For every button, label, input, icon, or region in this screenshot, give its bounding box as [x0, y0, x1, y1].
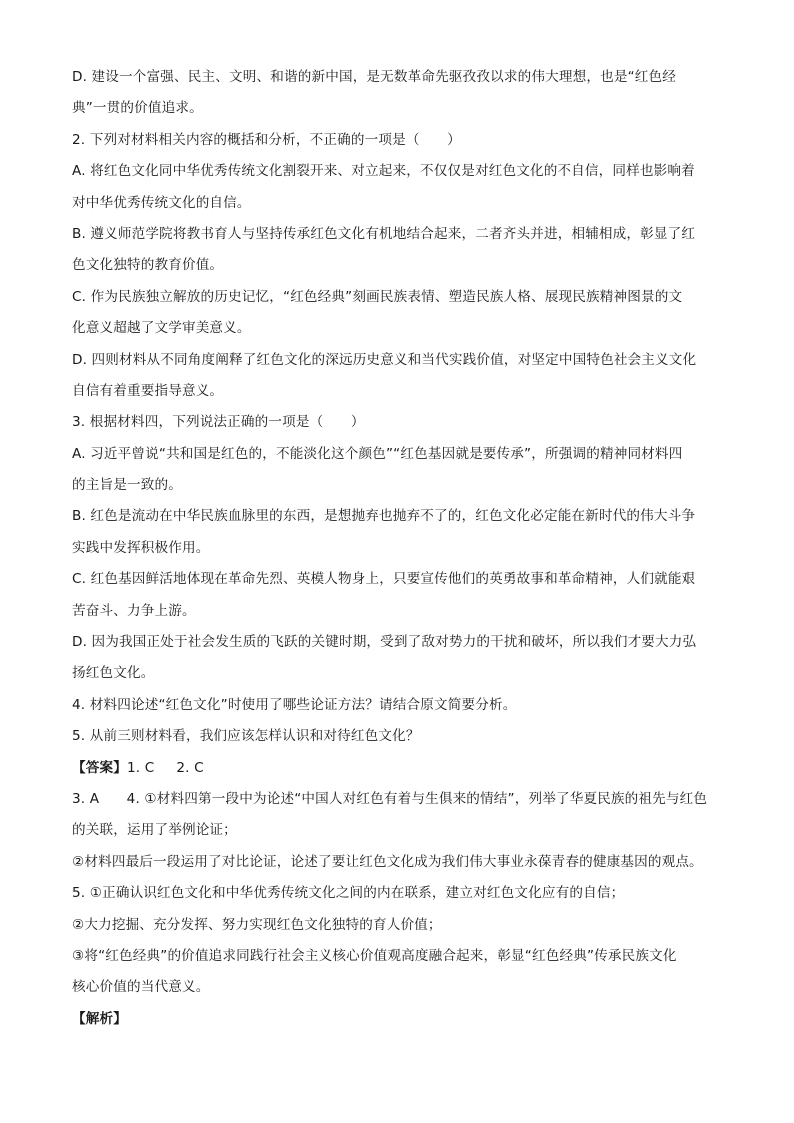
analysis-header [72, 1004, 722, 1035]
answer-1: 1. C [126, 759, 155, 776]
q3-option-b-line-2: 实践中发挥积极作用。 [72, 539, 210, 556]
q3-option-c-line-2: 苦奋斗、力争上游。 [72, 602, 196, 619]
question-4: 4. 材料四论述“红色文化”时使用了哪些论证方法？请结合原文简要分析。 [72, 696, 517, 713]
q2-option-d-line-1: D. 四则材料从不同角度阐释了红色文化的深远历史意义和当代实践价值，对坚定中国特色社会主义文化 [72, 351, 697, 368]
answer-header [72, 753, 722, 784]
answer-line-1: 3. A 4. ①材料四第一段中为论述“中国人对红色有着与生俱来的情结”，列举了华夏民族的祖先与红色 [72, 790, 708, 807]
q3-option-d-line-1: D. 因为我国正处于社会发生质的飞跃的关键时期，受到了敌对势力的干扰和破坏，所以我们才要大力弘 [72, 634, 697, 651]
document-page [72, 62, 722, 1035]
q2-option-a-line-1: A. 将红色文化同中华优秀传统文化割裂开来、对立起来，不仅仅是对红色文化的不自信，同样也影响着 [72, 163, 695, 180]
q2-option-c-line-2: 化意义超越了文学审美意义。 [72, 320, 251, 337]
answer-line-7: 核心价值的当代意义。 [72, 979, 210, 996]
option-d-line-1: D. 建设一个富强、民主、文明、和谐的新中国，是无数革命先驱孜孜以求的伟大理想，也是“红色经 [72, 69, 676, 85]
q2-option-a-line-2: 对中华优秀传统文化的自信。 [72, 194, 251, 211]
q3-option-d-line-2: 扬红色文化。 [72, 665, 155, 682]
q2-option-d-line-2: 自信有着重要指导意义。 [72, 382, 224, 399]
answer-2: 2. C [176, 759, 204, 776]
answer-line-5: ②大力挖掘、充分发挥、努力实现红色文化独特的育人价值； [72, 916, 442, 933]
analysis-tag: 【解析】 [72, 1010, 127, 1027]
q2-option-b-line-1: B. 遵义师范学院将教书育人与坚持传承红色文化有机地结合起来，二者齐头并进，相辅相成，彰显了红 [72, 225, 696, 242]
question-2: 2. 下列对材料相关内容的概括和分析，不正确的一项是（ ） [72, 131, 461, 148]
answer-line-6: ③将“红色经典”的价值追求同践行社会主义核心价值观高度融合起来，彰显“红色经典”传承民族文化 [72, 947, 677, 964]
answer-tag: 【答案】 [72, 759, 127, 776]
q2-option-b-line-2: 色文化独特的教育价值。 [72, 257, 224, 274]
q2-option-c-line-1: C. 作为民族独立解放的历史记忆，“红色经典”刻画民族表情、塑造民族人格、展现民族精神图景的文 [72, 288, 683, 305]
answer-line-2: 的关联，运用了举例论证； [72, 822, 237, 839]
q3-option-c-line-1: C. 红色基因鲜活地体现在革命先烈、英模人物身上，只要宣传他们的英勇故事和革命精神，人们就能艰 [72, 571, 696, 588]
option-d-line-2: 典”一贯的价值追求。 [72, 100, 203, 117]
answer-line-4: 5. ①正确认识红色文化和中华优秀传统文化之间的内在联系，建立对红色文化应有的自信； [72, 885, 625, 902]
question-5: 5. 从前三则材料看，我们应该怎样认识和对待红色文化？ [72, 728, 420, 745]
question-3: 3. 根据材料四，下列说法正确的一项是（ ） [72, 414, 365, 431]
answer-line-3: ②材料四最后一段运用了对比论证，论述了要让红色文化成为我们伟大事业永葆青春的健康基因的观点。 [72, 853, 703, 870]
q3-option-a-line-2: 的主旨是一致的。 [72, 477, 182, 494]
q3-option-a-line-1: A. 习近平曾说“共和国是红色的，不能淡化这个颜色”“红色基因就是要传承”，所强调的精神同材料四 [72, 445, 683, 462]
q3-option-b-line-1: B. 红色是流动在中华民族血脉里的东西，是想抛弃也抛弃不了的，红色文化必定能在新时代的伟大斗争 [72, 508, 696, 525]
